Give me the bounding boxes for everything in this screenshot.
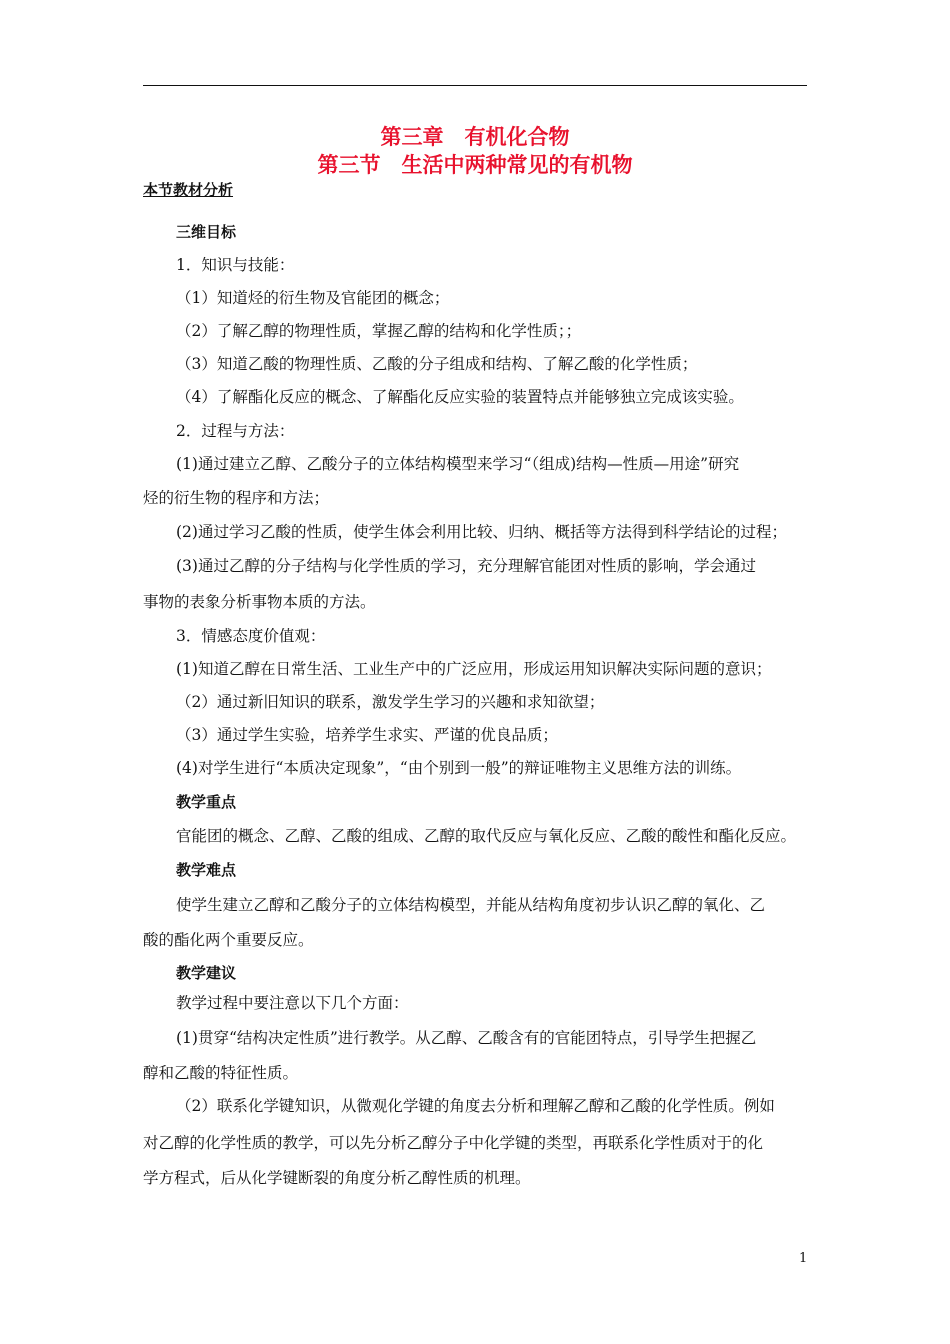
suggestion-2-line-3: 学方程式，后从化学键断裂的角度分析乙醇性质的机理。: [143, 1169, 531, 1187]
suggestions-intro: 教学过程中要注意以下几个方面：: [176, 994, 409, 1012]
key-points-text: 官能团的概念、乙醇、乙酸的组成、乙醇的取代反应与氧化反应、乙酸的酸性和酯化反应。: [176, 827, 797, 845]
goals-heading: 三维目标: [176, 223, 237, 241]
suggestion-1-line-2: 醇和乙酸的特征性质。: [143, 1064, 299, 1082]
knowledge-label: 1．知识与技能：: [176, 256, 295, 274]
section-title: 第三节 生活中两种常见的有机物: [317, 153, 633, 177]
knowledge-item-2: （2）了解乙醇的物理性质，掌握乙醇的结构和化学性质；；: [176, 322, 582, 340]
process-item-2: (2)通过学习乙酸的性质，使学生体会利用比较、归纳、概括等方法得到科学结论的过程；: [176, 523, 787, 541]
emotion-item-2: （2）通过新旧知识的联系，激发学生学习的兴趣和求知欲望；: [176, 693, 605, 711]
process-label: 2．过程与方法：: [176, 422, 295, 440]
analysis-heading: 本节教材分析: [143, 181, 234, 199]
chapter-title: 第三章 有机化合物: [380, 125, 570, 149]
emotion-item-1: (1)知道乙醇在日常生活、工业生产中的广泛应用，形成运用知识解决实际问题的意识；: [176, 660, 772, 678]
difficulties-line-1: 使学生建立乙醇和乙酸分子的立体结构模型，并能从结构角度初步认识乙醇的氧化、乙: [176, 896, 766, 914]
suggestions-heading: 教学建议: [176, 964, 237, 982]
key-points-heading: 教学重点: [176, 793, 237, 811]
difficulties-line-2: 酸的酯化两个重要反应。: [143, 931, 314, 949]
emotion-item-3: （3）通过学生实验，培养学生求实、严谨的优良品质；: [176, 726, 558, 744]
process-item-3-line-2: 事物的表象分析事物本质的方法。: [143, 593, 376, 611]
process-item-3-line-1: (3)通过乙醇的分子结构与化学性质的学习，充分理解官能团对性质的影响，学会通过: [176, 557, 756, 575]
emotion-item-4: (4)对学生进行“本质决定现象”，“由个别到一般”的辩证唯物主义思维方法的训练。: [176, 759, 742, 777]
page-number: 1: [799, 1251, 808, 1266]
difficulties-heading: 教学难点: [176, 861, 237, 879]
suggestion-2-line-2: 对乙醇的化学性质的教学，可以先分析乙醇分子中化学键的类型，再联系化学性质对于的化: [143, 1134, 764, 1152]
process-item-1-line-2: 烃的衍生物的程序和方法；: [143, 489, 330, 507]
emotion-label: 3．情感态度价值观：: [176, 627, 326, 645]
header-rule: [143, 85, 807, 86]
knowledge-item-1: （1）知道烃的衍生物及官能团的概念；: [176, 289, 450, 307]
knowledge-item-4: （4）了解酯化反应的概念、了解酯化反应实验的装置特点并能够独立完成该实验。: [176, 388, 744, 406]
knowledge-item-3: （3）知道乙酸的物理性质、乙酸的分子组成和结构、了解乙酸的化学性质；: [176, 355, 698, 373]
suggestion-2-line-1: （2）联系化学键知识，从微观化学键的角度去分析和理解乙醇和乙酸的化学性质。例如: [176, 1097, 775, 1115]
suggestion-1-line-1: (1)贯穿“结构决定性质”进行教学。从乙醇、乙酸含有的官能团特点，引导学生把握乙: [176, 1029, 757, 1047]
process-item-1-line-1: (1)通过建立乙醇、乙酸分子的立体结构模型来学习“（组成)结构—性质—用途”研究: [176, 455, 740, 473]
